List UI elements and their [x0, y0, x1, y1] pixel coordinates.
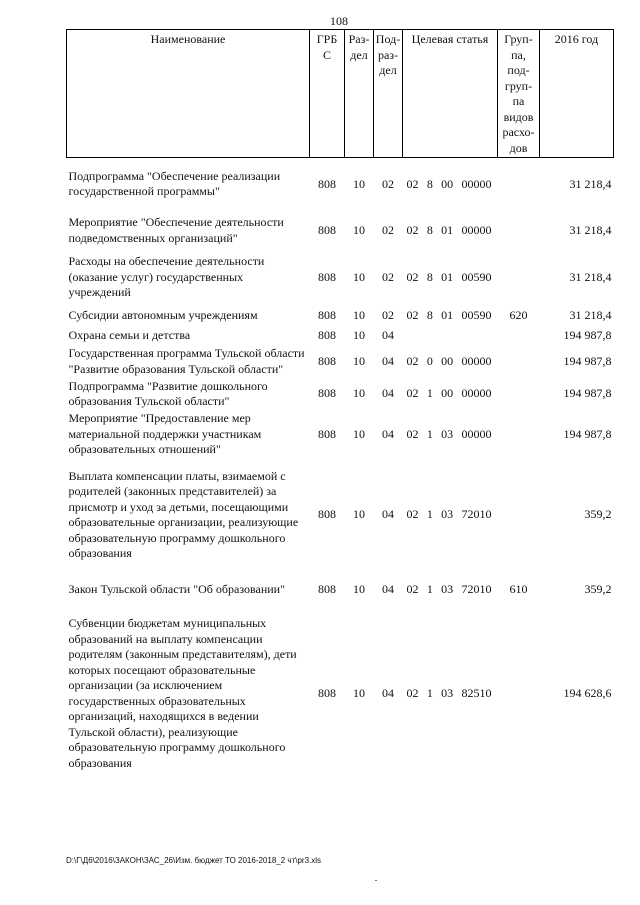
article-program: 02 [406, 308, 419, 323]
article-direction: 00590 [461, 269, 492, 284]
row-podrazdel: 02 [382, 176, 394, 191]
row-article [403, 211, 498, 251]
row-name: Подпрограмма "Развитие дошкольного образования Тульской области" [68, 378, 268, 408]
row-grbs: 808 [318, 308, 336, 323]
row-grbs: 808 [318, 685, 336, 700]
table-row [67, 211, 614, 251]
article-subprogram: 1 [426, 426, 433, 441]
row-razdel: 10 [353, 386, 365, 401]
row-group [498, 211, 540, 251]
row-group: 610 [509, 581, 528, 596]
row-name: Выплата компенсации платы, взимаемой с родителей (законных представителей) за присмотр и уход за детьми, посещающими образовательные организации, реализующие образовательную программу дошкольного образования [68, 468, 299, 560]
row-group [498, 345, 540, 379]
article-event: 01 [441, 222, 454, 237]
row-group [498, 158, 540, 211]
row-name: Закон Тульской области "Об образовании" [68, 581, 285, 596]
row-article [403, 571, 498, 609]
row-sum: 31 218,4 [569, 176, 612, 191]
row-group [498, 328, 540, 345]
row-sum: 359,2 [584, 581, 612, 596]
budget-table [66, 29, 614, 779]
article-event: 03 [441, 426, 454, 441]
row-grbs: 808 [318, 426, 336, 441]
article-subprogram: 8 [426, 222, 433, 237]
row-name: Мероприятие "Обеспечение деятельности подведомственных организаций" [68, 215, 284, 245]
article-event: 03 [441, 507, 454, 522]
row-podrazdel: 02 [382, 308, 394, 323]
article-event: 01 [441, 269, 454, 284]
row-sum: 31 218,4 [569, 308, 612, 323]
row-article [403, 410, 498, 460]
row-article [403, 379, 498, 410]
row-group [498, 379, 540, 410]
article-event: 00 [441, 176, 454, 191]
row-grbs: 808 [318, 269, 336, 284]
row-razdel: 10 [353, 581, 365, 596]
table-row [67, 460, 614, 571]
article-program: 02 [406, 222, 419, 237]
table-header-row [67, 30, 614, 158]
row-name: Государственная программа Тульской области "Развитие образования Тульской области" [68, 346, 305, 376]
footer-file-path: D:\Г\Д6\2016\ЗАКОН\ЗАС_26\Изм. бюджет ТО 2016-2018_2 чт\pr3.xls [66, 856, 322, 865]
article-subprogram: 0 [426, 353, 433, 368]
article-subprogram: 1 [426, 581, 433, 596]
article-program: 02 [406, 176, 419, 191]
row-article [403, 251, 498, 305]
article-subprogram: 1 [426, 386, 433, 401]
row-group: 620 [509, 308, 528, 323]
row-grbs: 808 [318, 386, 336, 401]
row-article [403, 305, 498, 328]
row-razdel: 10 [353, 507, 365, 522]
row-group [498, 609, 540, 779]
row-podrazdel: 04 [382, 426, 394, 441]
row-razdel: 10 [353, 308, 365, 323]
row-sum: 359,2 [584, 507, 612, 522]
article-program: 02 [406, 386, 419, 401]
article-direction: 72010 [461, 507, 492, 522]
article-direction: 72010 [461, 581, 492, 596]
scan-dot [375, 880, 377, 881]
header-podrazdel: Под- раз- дел [374, 30, 403, 158]
row-podrazdel: 04 [382, 581, 394, 596]
article-program: 02 [406, 426, 419, 441]
header-razdel: Раз- дел [345, 30, 374, 158]
row-group [498, 410, 540, 460]
row-article [403, 345, 498, 379]
row-razdel: 10 [353, 328, 365, 343]
page-number: 108 [330, 14, 348, 28]
article-subprogram: 8 [426, 176, 433, 191]
header-name: Наименование [67, 30, 310, 158]
article-event: 03 [441, 581, 454, 596]
header-group: Груп- па, под- груп- па видов расхо- дов [498, 30, 540, 158]
row-podrazdel: 04 [382, 685, 394, 700]
article-program: 02 [406, 581, 419, 596]
row-name: Расходы на обеспечение деятельности (оказание услуг) государственных учреждений [68, 254, 265, 300]
row-razdel: 10 [353, 685, 365, 700]
article-event: 01 [441, 308, 454, 323]
row-grbs: 808 [318, 353, 336, 368]
row-name: Охрана семьи и детства [68, 328, 191, 343]
article-direction: 00000 [461, 426, 492, 441]
row-name: Подпрограмма "Обеспечение реализации государственной программы" [68, 168, 281, 199]
row-sum: 31 218,4 [569, 269, 612, 284]
article-program: 02 [406, 685, 419, 700]
table-row [67, 609, 614, 779]
row-razdel: 10 [353, 269, 365, 284]
table-row [67, 328, 614, 345]
row-grbs: 808 [318, 328, 336, 343]
row-sum: 194 987,8 [563, 353, 612, 368]
article-direction: 00000 [461, 353, 492, 368]
table-row [67, 251, 614, 305]
row-grbs: 808 [318, 581, 336, 596]
table-row [67, 379, 614, 410]
row-podrazdel: 02 [382, 222, 394, 237]
row-article [403, 609, 498, 779]
table-row [67, 410, 614, 460]
row-article [403, 460, 498, 571]
row-razdel: 10 [353, 426, 365, 441]
row-razdel: 10 [353, 176, 365, 191]
table-row [67, 305, 614, 328]
row-name: Субсидии автономным учреждениям [68, 308, 258, 323]
row-podrazdel: 04 [382, 507, 394, 522]
article-subprogram: 8 [426, 269, 433, 284]
row-podrazdel: 04 [382, 386, 394, 401]
row-sum: 194 987,8 [563, 426, 612, 441]
article-direction: 00000 [461, 222, 492, 237]
article-direction: 82510 [461, 685, 492, 700]
row-razdel: 10 [353, 353, 365, 368]
article-subprogram: 1 [426, 685, 433, 700]
table-row [67, 158, 614, 211]
row-sum: 194 987,8 [563, 328, 612, 343]
row-group [498, 251, 540, 305]
article-subprogram: 1 [426, 507, 433, 522]
row-grbs: 808 [318, 222, 336, 237]
article-event: 00 [441, 386, 454, 401]
header-grbs: ГРБ С [310, 30, 345, 158]
header-year: 2016 год [540, 30, 614, 158]
row-article [403, 328, 498, 345]
article-program: 02 [406, 353, 419, 368]
row-podrazdel: 04 [382, 353, 394, 368]
table-row [67, 345, 614, 379]
row-sum: 31 218,4 [569, 222, 612, 237]
row-name: Мероприятие "Предоставление мер материальной поддержки участникам образовательных отношений" [68, 411, 262, 457]
article-event: 03 [441, 685, 454, 700]
header-article: Целевая статья [403, 30, 498, 158]
row-grbs: 808 [318, 176, 336, 191]
row-podrazdel: 02 [382, 269, 394, 284]
article-event: 00 [441, 353, 454, 368]
article-direction: 00000 [461, 386, 492, 401]
row-name: Субвенции бюджетам муниципальных образований на выплату компенсации родителям (законным представителям), дети которых посещают образовательные организации (за исключением государственных образовательных организаций, находящихся в ведении Тульской области), реализующие образовательную программу дошкольного образования [68, 616, 297, 770]
row-article [403, 158, 498, 211]
article-direction: 00590 [461, 308, 492, 323]
article-program: 02 [406, 507, 419, 522]
row-grbs: 808 [318, 507, 336, 522]
row-group [498, 460, 540, 571]
row-sum: 194 628,6 [563, 685, 612, 700]
article-subprogram: 8 [426, 308, 433, 323]
article-direction: 00000 [461, 176, 492, 191]
row-sum: 194 987,8 [563, 386, 612, 401]
row-razdel: 10 [353, 222, 365, 237]
row-podrazdel: 04 [382, 328, 394, 343]
article-program: 02 [406, 269, 419, 284]
table-row [67, 571, 614, 609]
